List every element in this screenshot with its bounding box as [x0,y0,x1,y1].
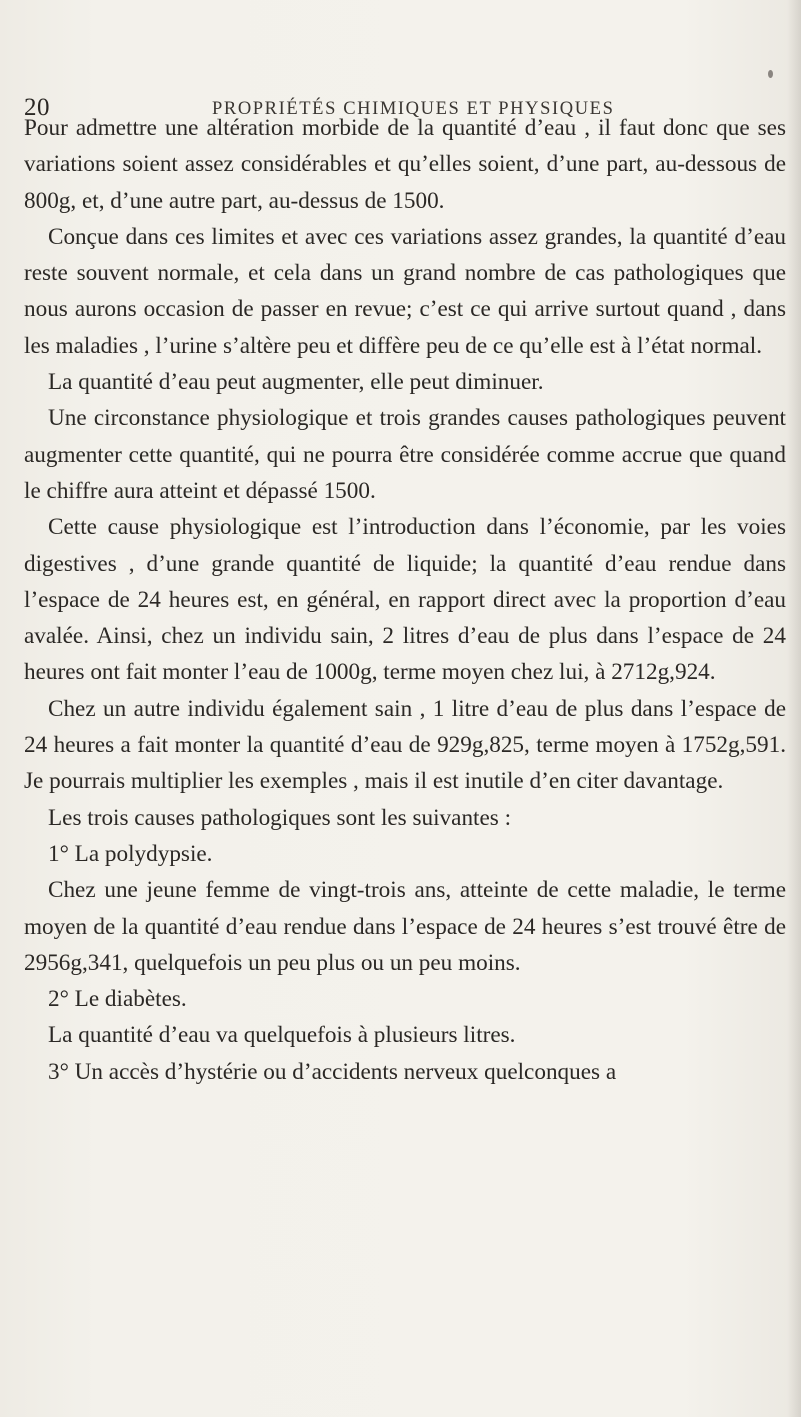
paragraph: Chez un autre individu également sain , 1 litre d’eau de plus dans l’espace de 24 heures a fait monter la quantité d’eau de 929g,825, terme moyen à 1752g,591. Je pourrais multiplier les exemples , mais il est inutile d’en citer davantage. [24,695,786,795]
page-edge-shadow [787,0,801,1417]
body-text [24,110,786,1090]
running-head: PROPRIÉTÉS CHIMIQUES ET PHYSIQUES [212,99,615,119]
paragraph: Les trois causes pathologiques sont les suivantes : [48,804,512,831]
paragraph: Chez une jeune femme de vingt-trois ans, atteinte de cette maladie, le terme moyen de la quantité d’eau rendue dans l’espace de 24 heures s’est trouvé être de 2956g,341, quelquefois un peu plus ou un peu moins. [24,877,786,976]
paragraph: La quantité d’eau va quelquefois à plusieurs litres. [48,1022,516,1049]
paragraph: Conçue dans ces limites et avec ces variations assez grandes, la quantité d’eau reste souvent normale, et cela dans un grand nombre de cas pathologiques que nous aurons occasion de passer en revue; c’est ce qui arrive surtout quand , dans les maladies , l’urine s’altère peu et diffère peu de ce qu’elle est à l’état normal. [24,223,786,359]
ink-speck [768,70,773,78]
page-number: 20 [24,94,50,121]
paragraph: Pour admettre une altération morbide de la quantité d’eau , il faut donc que ses variations soient assez considérables et qu’elles soient, d’une part, au-dessous de 800g, et, d’une autre part, au-dessus de 1500. [24,115,786,214]
list-item: 3° Un accès d’hystérie ou d’accidents nerveux quelconques a [48,1058,617,1085]
list-item: 1° La polydypsie. [48,840,213,867]
paragraph: Une circonstance physiologique et trois grandes causes pathologiques peuvent augmenter cette quantité, qui ne pourra être considérée comme accrue que quand le chiffre aura atteint et dépassé 1500. [24,405,786,504]
paragraph: Cette cause physiologique est l’introduction dans l’économie, par les voies digestives , d’une grande quantité de liquide; la quantité d’eau rendue dans l’espace de 24 heures est, en général, en rapport direct avec la proportion d’eau avalée. Ainsi, chez un individu sain, 2 litres d’eau de plus dans l’espace de 24 heures ont fait monter l’eau de 1000g, terme moyen chez lui, à 2712g,924. [24,514,786,686]
paragraph: La quantité d’eau peut augmenter, elle peut diminuer. [48,369,544,396]
list-item: 2° Le diabètes. [48,986,187,1013]
